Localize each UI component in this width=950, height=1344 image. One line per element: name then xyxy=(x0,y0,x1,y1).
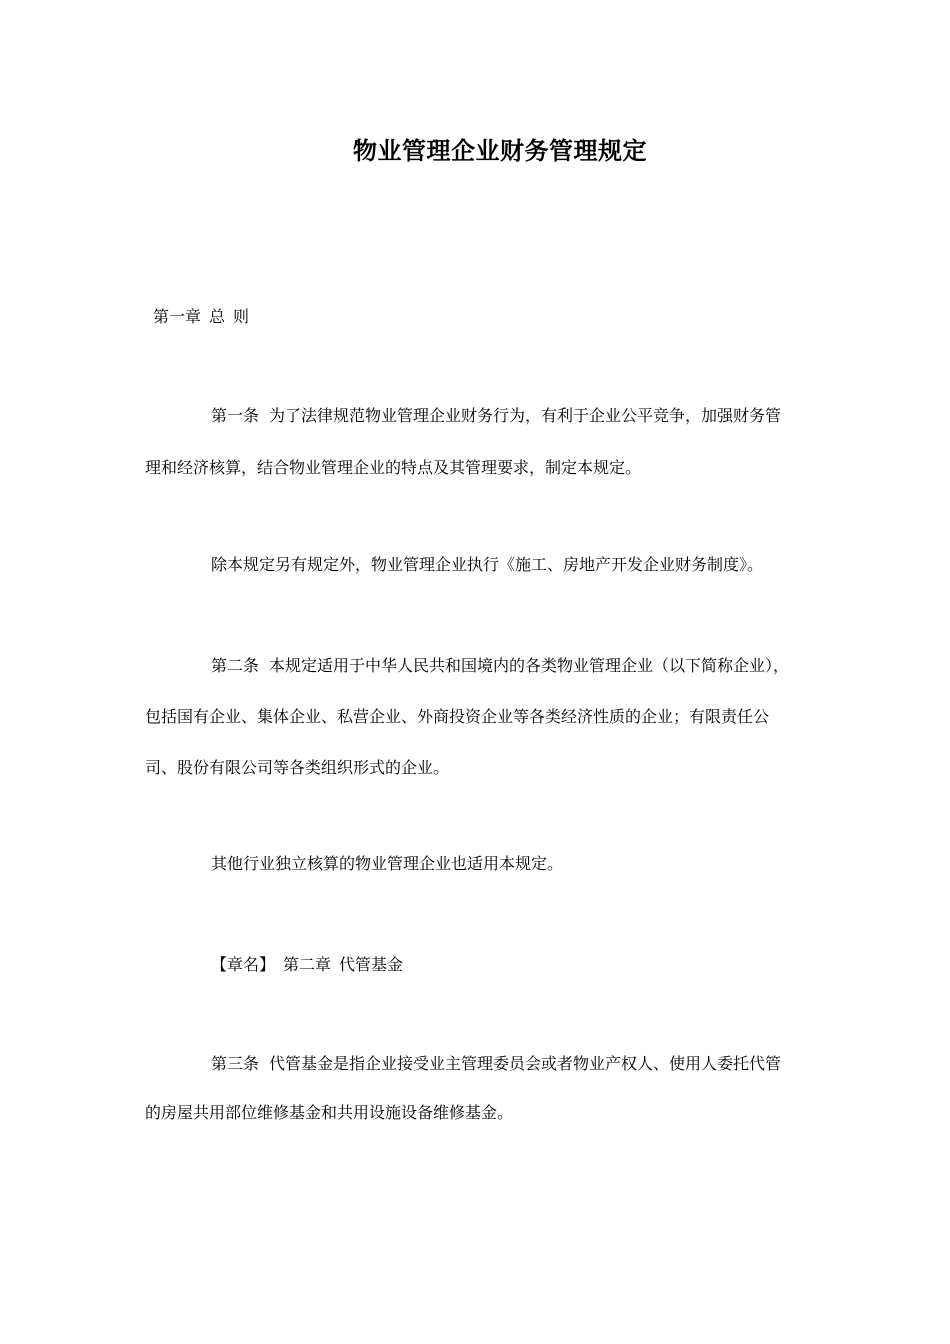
article-paragraph-line xyxy=(211,1052,781,1076)
article-paragraph-line xyxy=(211,404,781,428)
article-paragraph-line xyxy=(211,654,789,678)
article-paragraph-line: 包括国有企业、集体企业、私营企业、外商投资企业等各类经济性质的企业；有限责任公 xyxy=(145,707,770,726)
article-paragraph-line: 的房屋共用部位维修基金和共用设施设备维修基金。 xyxy=(145,1103,514,1122)
article-text: 代管基金是指企业接受业主管理委员会或者物业产权人、使用人委托代管 xyxy=(269,1054,782,1073)
chapter-heading xyxy=(211,953,403,977)
article-text: 本规定适用于中华人民共和国境内的各类物业管理企业（以下简称企业）， xyxy=(269,656,790,675)
document-title: 物业管理企业财务管理规定 xyxy=(353,136,647,165)
article-paragraph-line: 司、股份有限公司等各类组织形式的企业。 xyxy=(145,758,450,777)
chapter-number: 第二章 xyxy=(283,955,332,974)
article-number: 第三条 xyxy=(211,1054,260,1073)
chapter-heading xyxy=(153,305,249,329)
chapter-title-word: 总 xyxy=(209,307,226,326)
article-number: 第二条 xyxy=(211,656,260,675)
article-number: 第一条 xyxy=(211,406,260,425)
chapter-tag: 【章名】 xyxy=(211,955,276,974)
article-paragraph: 其他行业独立核算的物业管理企业也适用本规定。 xyxy=(211,854,564,873)
article-paragraph-line: 理和经济核算，结合物业管理企业的特点及其管理要求，制定本规定。 xyxy=(145,458,642,477)
article-text: 为了法律规范物业管理企业财务行为，有利于企业公平竞争，加强财务管 xyxy=(269,406,782,425)
chapter-title: 代管基金 xyxy=(339,955,404,974)
chapter-title-word: 则 xyxy=(233,307,250,326)
chapter-number: 第一章 xyxy=(153,307,202,326)
article-paragraph: 除本规定另有规定外，物业管理企业执行《施工、房地产开发企业财务制度》。 xyxy=(211,555,764,574)
